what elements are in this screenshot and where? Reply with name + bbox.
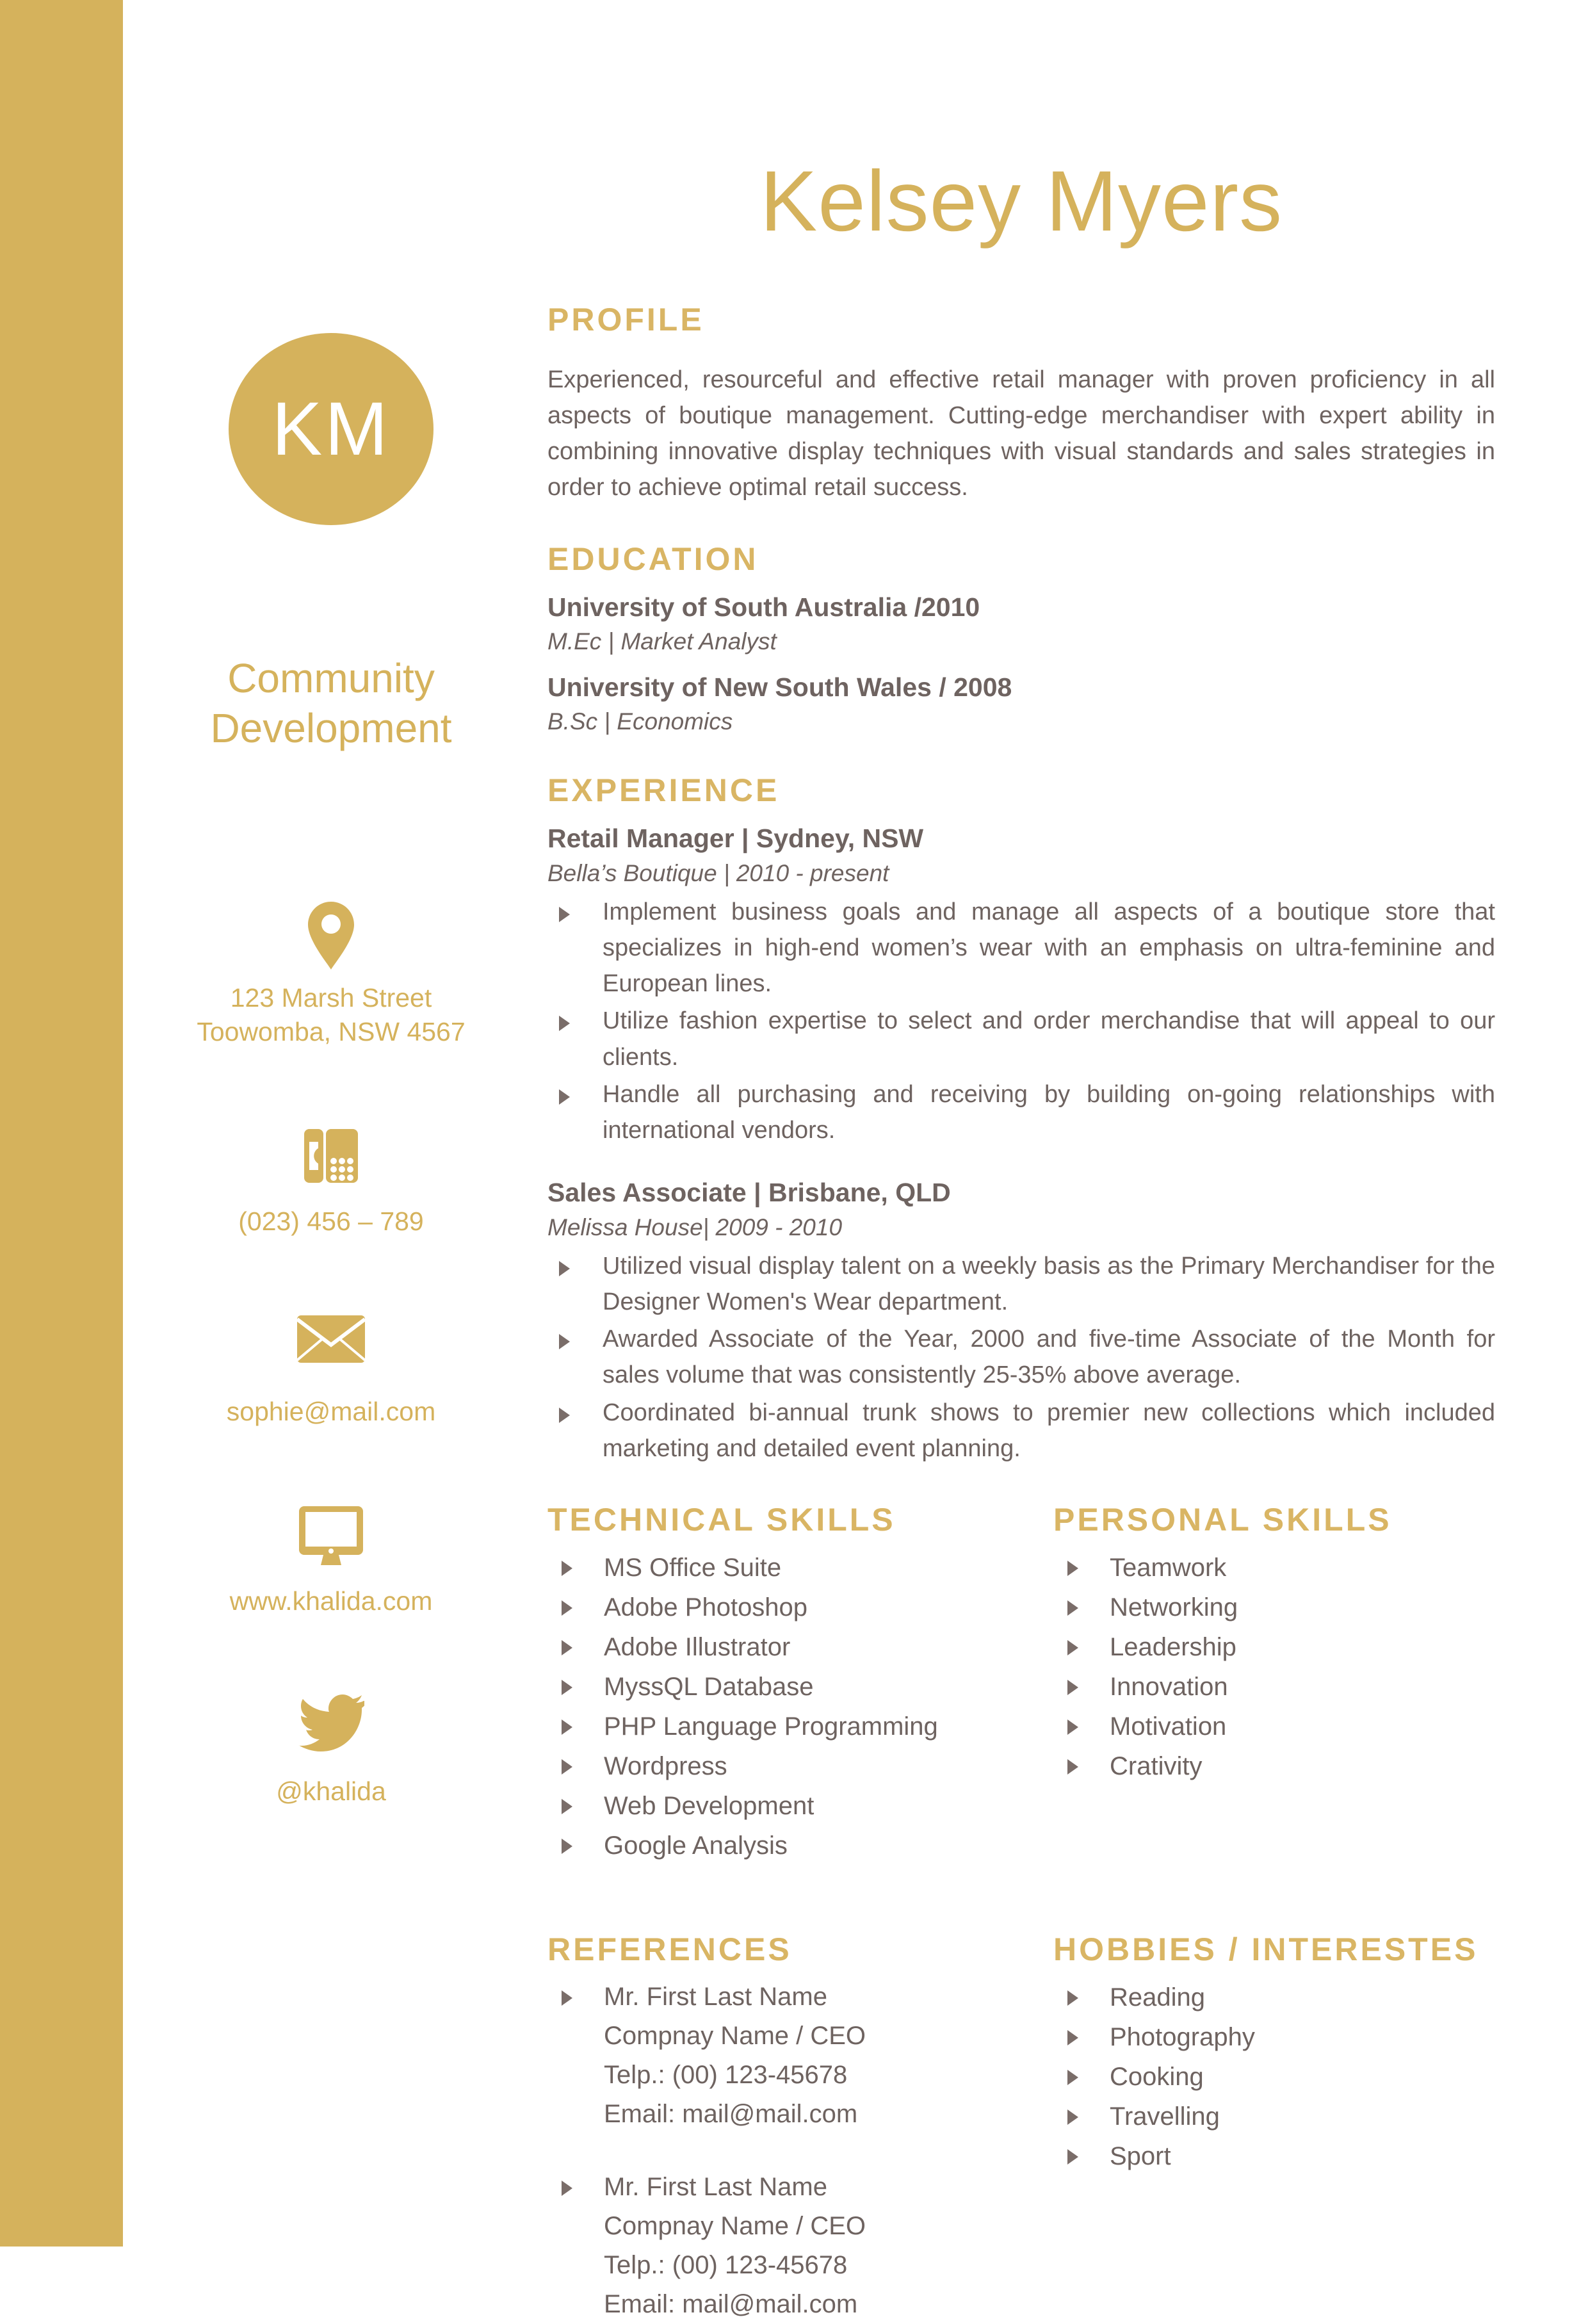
phone-number: (023) 456 – 789: [238, 1207, 424, 1237]
list-item: Travelling: [1053, 2097, 1495, 2136]
list-item: Wordpress: [547, 1746, 996, 1786]
section-heading-personal-skills: PERSONAL SKILLS: [1053, 1502, 1392, 1538]
education-institution: University of South Australia /2010: [547, 592, 980, 622]
list-item: Utilized visual display talent on a weekly basis as the Primary Merchandiser for the Designer Women's Wear department.: [547, 1248, 1495, 1320]
education-degree: M.Ec | Market Analyst: [547, 628, 777, 654]
reference-email: Email: mail@mail.com: [604, 2289, 858, 2318]
profile-text: Experienced, resourceful and effective retail manager with proven proficiency in all aspects of boutique management. Cutting-edge merchandiser with expert ability in combining innovative display techniques with visual standards and sales strategies in order to achieve optimal retail success.: [547, 366, 1495, 501]
list-item: MyssQL Database: [547, 1667, 996, 1707]
list-item: Web Development: [547, 1786, 996, 1826]
list-item: Innovation: [1053, 1667, 1495, 1707]
page-title: Kelsey Myers: [759, 154, 1283, 249]
contact-item-address: [123, 900, 539, 1048]
experience-company: Melissa House| 2009 - 2010: [547, 1214, 843, 1240]
list-item: Motivation: [1053, 1707, 1495, 1746]
reference-name: Mr. First Last Name: [604, 1983, 827, 2011]
section-personal-skills: [1053, 1502, 1495, 1865]
list-item: Networking: [1053, 1588, 1495, 1627]
list-item: Awarded Associate of the Year, 2000 and five-time Associate of the Month for sales volume that was consistently 25-35% above average.: [547, 1321, 1495, 1393]
education-entry: [547, 671, 1495, 737]
telephone-icon: [123, 1124, 539, 1188]
section-experience: [547, 773, 1495, 1467]
list-item: Adobe Illustrator: [547, 1627, 996, 1667]
address-line-2: Toowomba, NSW 4567: [197, 1016, 466, 1046]
twitter-handle[interactable]: @khalida: [276, 1776, 386, 1806]
address-line-1: 123 Marsh Street: [230, 983, 432, 1013]
list-item: Google Analysis: [547, 1826, 996, 1865]
experience-entry: [547, 1176, 1495, 1467]
contact-item-website: [123, 1504, 539, 1618]
list-item: Adobe Photoshop: [547, 1588, 996, 1627]
monitor-icon: [123, 1504, 539, 1568]
section-references: [547, 1932, 996, 2323]
contact-item-email: [123, 1314, 539, 1428]
list-item: Teamwork: [1053, 1548, 1495, 1588]
twitter-bird-icon: [123, 1694, 539, 1758]
list-item: PHP Language Programming: [547, 1707, 996, 1746]
email-address[interactable]: sophie@mail.com: [226, 1396, 436, 1426]
section-heading-profile: PROFILE: [547, 301, 704, 337]
list-item: Crativity: [1053, 1746, 1495, 1786]
section-heading-experience: EXPERIENCE: [547, 772, 780, 809]
experience-role: Sales Associate | Brisbane, QLD: [547, 1178, 951, 1208]
experience-role: Retail Manager | Sydney, NSW: [547, 824, 924, 854]
section-profile: [547, 302, 1495, 506]
contact-item-phone: [123, 1124, 539, 1238]
contact-item-twitter: [123, 1694, 539, 1808]
education-degree: B.Sc | Economics: [547, 708, 733, 735]
section-heading-references: REFERENCES: [547, 1931, 792, 1968]
experience-bullets: [547, 1248, 1495, 1467]
website-url[interactable]: www.khalida.com: [229, 1586, 433, 1616]
section-heading-education: EDUCATION: [547, 540, 759, 577]
reference-phone: Telp.: (00) 123-45678: [604, 2250, 848, 2279]
reference-company: Compnay Name / CEO: [604, 2212, 866, 2241]
technical-skills-list: [547, 1548, 996, 1865]
experience-bullets: [547, 894, 1495, 1149]
experience-entry: [547, 822, 1495, 1148]
sidebar: [123, 0, 539, 2247]
list-item: Handle all purchasing and receiving by building on-going relationships with international vendors.: [547, 1077, 1495, 1148]
education-entry: [547, 591, 1495, 657]
section-hobbies: [1053, 1932, 1495, 2323]
list-item: Utilize fashion expertise to select and order merchandise that will appeal to our clients.: [547, 1003, 1495, 1075]
section-education: [547, 542, 1495, 738]
list-item: MS Office Suite: [547, 1548, 996, 1588]
list-item: Implement business goals and manage all aspects of a boutique store that specializes in high-end women’s wear with an emphasis on ultra-feminine and European lines.: [547, 894, 1495, 1002]
reference-name: Mr. First Last Name: [604, 2173, 827, 2202]
list-item: Cooking: [1053, 2057, 1495, 2097]
section-heading-technical-skills: TECHNICAL SKILLS: [547, 1502, 896, 1538]
reference-company: Compnay Name / CEO: [604, 2021, 866, 2050]
reference-email: Email: mail@mail.com: [604, 2099, 858, 2128]
reference-item: [547, 1978, 996, 2133]
list-item: Sport: [1053, 2136, 1495, 2176]
reference-item: [547, 2168, 996, 2323]
contact-block: [123, 900, 539, 1808]
role-title: Community Development: [210, 655, 452, 752]
list-item: Leadership: [1053, 1627, 1495, 1667]
skills-row: [547, 1502, 1495, 1865]
left-gold-stripe: [0, 0, 123, 2247]
personal-skills-list: [1053, 1548, 1495, 1786]
list-item: Photography: [1053, 2017, 1495, 2057]
experience-company: Bella’s Boutique | 2010 - present: [547, 859, 889, 886]
envelope-icon: [123, 1314, 539, 1378]
list-item: Coordinated bi-annual trunk shows to premier new collections which included marketing and detailed event planning.: [547, 1395, 1495, 1467]
section-heading-hobbies: HOBBIES / INTERESTES: [1053, 1931, 1479, 1968]
avatar: [229, 333, 433, 525]
avatar-initials: KM: [271, 387, 391, 471]
location-pin-icon: [123, 900, 539, 964]
education-institution: University of New South Wales / 2008: [547, 672, 1012, 703]
list-item: Reading: [1053, 1978, 1495, 2017]
references-hobbies-row: [547, 1901, 1495, 2323]
hobbies-list: [1053, 1978, 1495, 2176]
section-technical-skills: [547, 1502, 996, 1865]
reference-phone: Telp.: (00) 123-45678: [604, 2060, 848, 2089]
main-content: [547, 0, 1495, 2324]
